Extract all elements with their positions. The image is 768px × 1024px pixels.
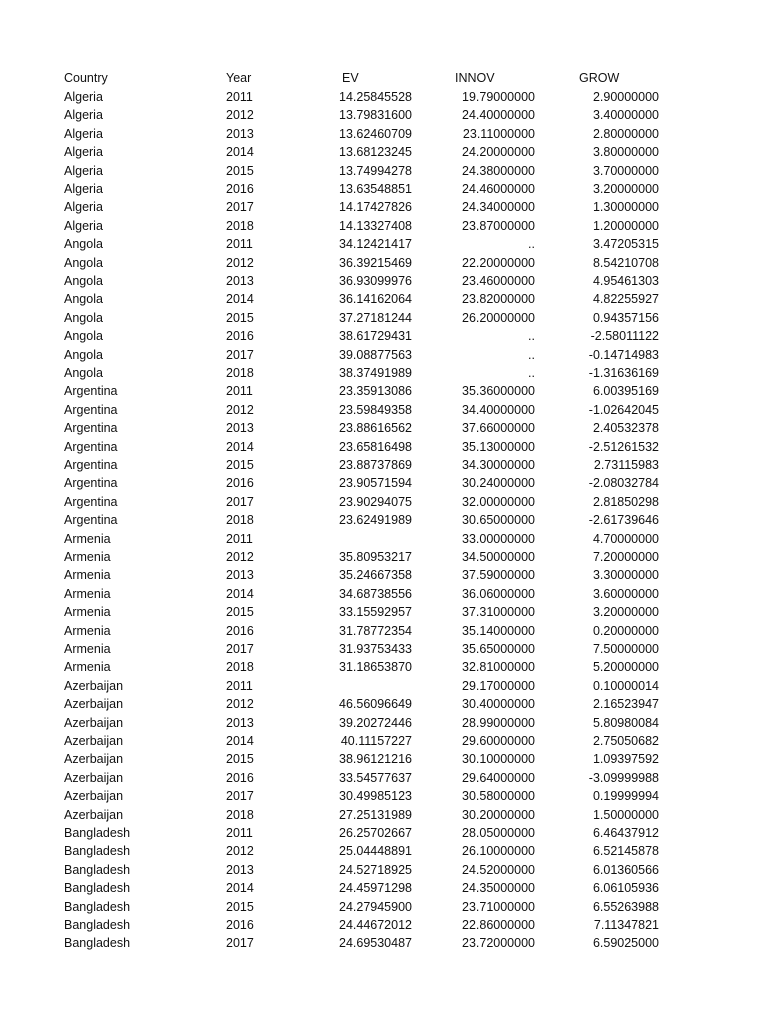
cell-innov: 30.24000000 [462,476,535,491]
table-row [0,198,768,216]
table-row [0,622,768,640]
cell-country: Angola [64,255,103,270]
table-row [0,714,768,732]
cell-grow: 3.40000000 [592,108,659,123]
cell-grow: 0.19999994 [592,789,659,804]
cell-country: Argentina [64,513,118,528]
cell-ev: 26.25702667 [339,826,412,840]
cell-innov: 34.50000000 [462,550,535,564]
cell-innov: 35.65000000 [462,642,535,656]
table-row [0,861,768,879]
table-row [0,677,768,695]
cell-grow: 6.00395169 [592,384,659,399]
cell-ev: 13.68123245 [339,145,412,160]
cell-year: 2012 [226,550,254,564]
cell-country: Algeria [64,163,103,178]
cell-ev: 39.08877563 [339,347,412,362]
cell-ev: 23.90571594 [339,476,412,491]
cell-country: Argentina [64,439,118,454]
cell-country: Angola [64,274,103,288]
cell-year: 2011 [226,237,253,252]
cell-ev: 36.93099976 [339,274,412,288]
table-row [0,493,768,511]
cell-ev: 24.44672012 [339,918,412,932]
table-row [0,842,768,860]
cell-ev: 33.54577637 [339,770,412,785]
cell-ev: 31.18653870 [339,660,412,675]
cell-country: Algeria [64,126,103,141]
cell-year: 2016 [226,918,254,932]
cell-grow: 6.55263988 [592,899,659,914]
cell-innov: 23.11000000 [462,126,535,141]
cell-innov: 29.60000000 [462,734,535,748]
table-row [0,916,768,934]
cell-ev: 37.27181244 [339,310,412,325]
cell-year: 2013 [226,715,254,730]
cell-innov: 23.82000000 [462,292,535,307]
cell-ev: 38.61729431 [339,329,412,344]
cell-innov: 30.40000000 [462,697,535,712]
cell-ev: 35.80953217 [339,550,412,564]
cell-grow: 7.11347821 [593,918,659,932]
cell-ev: 33.15592957 [339,605,412,620]
table-row [0,235,768,253]
cell-ev: 27.25131989 [339,807,412,822]
cell-grow: 3.20000000 [592,182,659,196]
cell-innov: 36.06000000 [462,586,535,601]
cell-country: Azerbaijan [64,734,124,748]
cell-year: 2015 [226,605,254,620]
cell-grow: 1.30000000 [592,200,659,215]
cell-year: 2013 [226,421,254,436]
cell-year: 2018 [226,513,254,528]
cell-year: 2016 [226,182,254,196]
cell-country: Azerbaijan [64,807,124,822]
table-row [0,88,768,106]
cell-ev: 36.14162064 [339,292,412,307]
table-row [0,290,768,308]
cell-year: 2017 [226,642,254,656]
cell-ev: 23.35913086 [339,384,412,399]
cell-innov: 34.30000000 [462,458,535,472]
cell-year: 2012 [226,402,254,417]
cell-ev: 13.62460709 [339,126,412,141]
cell-ev: 13.63548851 [339,182,412,196]
cell-country: Bangladesh [64,918,131,932]
cell-innov: 32.81000000 [462,660,535,675]
cell-innov: 23.46000000 [462,274,535,288]
cell-year: 2016 [226,770,254,785]
cell-country: Argentina [64,384,118,399]
cell-grow: 3.20000000 [592,605,659,620]
cell-ev: 23.90294075 [339,494,412,509]
cell-country: Angola [64,347,103,362]
table-row [0,327,768,345]
table-row [0,254,768,272]
cell-year: 2017 [226,789,254,804]
cell-country: Bangladesh [64,826,131,840]
table-row [0,769,768,787]
cell-innov: 35.14000000 [462,623,535,638]
cell-innov: 24.52000000 [462,862,535,877]
cell-innov: .. [528,366,535,380]
cell-innov: 30.10000000 [462,752,535,767]
cell-innov: 28.05000000 [462,826,535,840]
table-row [0,879,768,897]
cell-year: 2017 [226,200,254,215]
cell-country: Algeria [64,182,103,196]
cell-innov: 22.20000000 [462,255,535,270]
cell-ev: 31.78772354 [339,623,412,638]
cell-year: 2018 [226,366,254,380]
cell-grow: 4.95461303 [592,274,659,288]
table-row [0,474,768,492]
cell-ev: 24.69530487 [339,936,412,951]
cell-country: Armenia [64,660,111,675]
cell-country: Armenia [64,605,111,620]
cell-innov: 24.34000000 [462,200,535,215]
cell-innov: 30.65000000 [462,513,535,528]
cell-year: 2011 [226,384,253,399]
cell-innov: 23.71000000 [462,899,535,914]
cell-year: 2017 [226,347,254,362]
cell-year: 2012 [226,255,254,270]
cell-grow: 3.30000000 [592,568,659,583]
table-row [0,309,768,327]
cell-country: Argentina [64,476,118,491]
table-row [0,898,768,916]
cell-country: Azerbaijan [64,697,124,712]
cell-ev: 40.11157227 [340,734,412,748]
cell-ev: 13.74994278 [339,163,412,178]
cell-country: Argentina [64,421,118,436]
cell-grow: 6.01360566 [592,862,659,877]
cell-country: Azerbaijan [64,789,124,804]
cell-grow: 1.50000000 [592,807,659,822]
cell-country: Armenia [64,531,111,546]
cell-grow: 0.10000014 [592,678,659,693]
cell-grow: 3.70000000 [592,163,659,178]
cell-grow: -0.14714983 [588,347,659,362]
cell-ev: 24.27945900 [339,899,412,914]
cell-innov: 23.72000000 [462,936,535,951]
cell-country: Algeria [64,218,103,233]
cell-innov: 34.40000000 [462,402,535,417]
cell-grow: 2.40532378 [592,421,659,436]
cell-country: Azerbaijan [64,770,124,785]
table-row [0,382,768,400]
cell-ev: 13.79831600 [339,108,412,123]
table-row [0,106,768,124]
table-row [0,272,768,290]
table-row [0,603,768,621]
cell-country: Angola [64,329,103,344]
cell-ev: 39.20272446 [339,715,412,730]
cell-year: 2013 [226,568,254,583]
cell-grow: -2.51261532 [588,439,659,454]
cell-ev: 14.17427826 [339,200,412,215]
table-row [0,787,768,805]
cell-ev: 31.93753433 [339,642,412,656]
cell-country: Armenia [64,586,111,601]
header-innov: INNOV [455,71,495,85]
table-row [0,180,768,198]
cell-innov: 30.20000000 [462,807,535,822]
cell-innov: 24.20000000 [462,145,535,160]
cell-ev: 25.04448891 [339,844,412,859]
cell-ev: 23.59849358 [339,402,412,417]
table-row [0,456,768,474]
table-row [0,658,768,676]
cell-country: Azerbaijan [64,752,124,767]
table-row [0,548,768,566]
cell-year: 2011 [226,90,253,104]
cell-country: Algeria [64,108,103,123]
table-row [0,934,768,952]
cell-innov: 37.59000000 [462,568,535,583]
table-row [0,750,768,768]
cell-year: 2016 [226,476,254,491]
cell-grow: 3.47205315 [592,237,659,252]
cell-year: 2016 [226,329,254,344]
cell-innov: 37.66000000 [462,421,535,436]
cell-innov: 35.13000000 [462,439,535,454]
cell-year: 2015 [226,310,254,325]
cell-country: Angola [64,292,103,307]
cell-year: 2014 [226,145,254,160]
cell-country: Armenia [64,623,111,638]
cell-year: 2014 [226,881,254,896]
table-row [0,401,768,419]
table-row [0,346,768,364]
cell-innov: 32.00000000 [462,494,535,509]
cell-ev: 23.65816498 [339,439,412,454]
cell-country: Bangladesh [64,881,131,896]
cell-innov: 33.00000000 [462,531,535,546]
cell-grow: 4.70000000 [592,531,659,546]
cell-grow: 8.54210708 [592,255,659,270]
cell-grow: -1.02642045 [588,402,659,417]
cell-year: 2011 [226,826,253,840]
cell-grow: -1.31636169 [588,366,659,380]
cell-year: 2014 [226,734,254,748]
cell-year: 2012 [226,844,254,859]
cell-innov: .. [528,329,535,344]
cell-ev: 38.96121216 [339,752,412,767]
cell-country: Bangladesh [64,936,131,951]
table-row [0,511,768,529]
cell-grow: 2.81850298 [592,494,659,509]
cell-ev: 46.56096649 [339,697,412,712]
cell-grow: 7.20000000 [592,550,659,564]
header-ev: EV [342,71,359,85]
cell-innov: 24.35000000 [462,881,535,896]
cell-innov: 29.64000000 [462,770,535,785]
cell-country: Argentina [64,402,118,417]
cell-country: Angola [64,237,103,252]
cell-ev: 23.88737869 [339,458,412,472]
table-row [0,824,768,842]
cell-country: Angola [64,310,103,325]
cell-ev: 24.45971298 [339,881,412,896]
cell-ev: 23.62491989 [339,513,412,528]
cell-year: 2015 [226,458,254,472]
cell-grow: 6.06105936 [592,881,659,896]
cell-ev: 34.68738556 [339,586,412,601]
table-row [0,806,768,824]
cell-country: Algeria [64,145,103,160]
cell-year: 2015 [226,899,254,914]
cell-year: 2013 [226,862,254,877]
cell-ev: 38.37491989 [339,366,412,380]
cell-grow: -2.58011122 [590,329,659,344]
cell-innov: 30.58000000 [462,789,535,804]
cell-innov: 22.86000000 [462,918,535,932]
table-row [0,438,768,456]
cell-innov: 26.10000000 [462,844,535,859]
header-grow: GROW [579,71,620,85]
cell-ev: 14.13327408 [339,218,412,233]
header-country: Country [64,71,108,85]
cell-grow: 6.52145878 [592,844,659,859]
cell-grow: 0.20000000 [592,623,659,638]
cell-year: 2013 [226,126,254,141]
cell-country: Angola [64,366,103,380]
table-row [0,640,768,658]
cell-country: Armenia [64,550,111,564]
cell-innov: .. [528,237,535,252]
cell-grow: -2.61739646 [588,513,659,528]
cell-ev: 34.12421417 [339,237,412,252]
cell-grow: 1.20000000 [592,218,659,233]
cell-year: 2011 [226,531,253,546]
cell-year: 2012 [226,697,254,712]
cell-country: Bangladesh [64,862,131,877]
cell-country: Algeria [64,90,103,104]
cell-innov: 24.38000000 [462,163,535,178]
cell-grow: 1.09397592 [592,752,659,767]
cell-year: 2011 [226,678,253,693]
cell-innov: 23.87000000 [462,218,535,233]
cell-grow: 7.50000000 [592,642,659,656]
cell-grow: -2.08032784 [588,476,659,491]
cell-grow: 5.80980084 [592,715,659,730]
cell-grow: 0.94357156 [592,310,659,325]
table-row [0,419,768,437]
cell-country: Armenia [64,642,111,656]
cell-year: 2013 [226,274,254,288]
cell-grow: 6.59025000 [592,936,659,951]
cell-grow: 2.16523947 [592,697,659,712]
cell-grow: -3.09999988 [588,770,659,785]
cell-country: Argentina [64,494,118,509]
table-row [0,732,768,750]
table-row [0,530,768,548]
cell-country: Azerbaijan [64,715,124,730]
table-row [0,566,768,584]
table-row [0,162,768,180]
cell-grow: 3.80000000 [592,145,659,160]
cell-grow: 2.90000000 [592,90,659,104]
cell-innov: 19.79000000 [462,90,535,104]
cell-year: 2014 [226,586,254,601]
cell-year: 2017 [226,936,254,951]
cell-grow: 2.73115983 [593,458,659,472]
cell-year: 2018 [226,660,254,675]
cell-innov: 24.46000000 [462,182,535,196]
cell-innov: .. [528,347,535,362]
cell-country: Algeria [64,200,103,215]
table-row [0,143,768,161]
cell-year: 2018 [226,218,254,233]
cell-grow: 2.75050682 [592,734,659,748]
cell-grow: 4.82255927 [592,292,659,307]
cell-year: 2014 [226,439,254,454]
cell-country: Argentina [64,458,118,472]
cell-innov: 29.17000000 [462,678,535,693]
cell-innov: 24.40000000 [462,108,535,123]
table-row [0,364,768,382]
cell-year: 2015 [226,752,254,767]
table-row [0,217,768,235]
cell-ev: 36.39215469 [339,255,412,270]
cell-grow: 3.60000000 [592,586,659,601]
cell-year: 2015 [226,163,254,178]
cell-grow: 6.46437912 [592,826,659,840]
cell-ev: 24.52718925 [339,862,412,877]
cell-year: 2016 [226,623,254,638]
cell-country: Armenia [64,568,111,583]
cell-year: 2017 [226,494,254,509]
table-row [0,125,768,143]
cell-year: 2012 [226,108,254,123]
cell-innov: 35.36000000 [462,384,535,399]
cell-country: Bangladesh [64,899,131,914]
table-row [0,585,768,603]
cell-year: 2018 [226,807,254,822]
cell-ev: 30.49985123 [339,789,412,804]
header-year: Year [226,71,252,85]
cell-ev: 14.25845528 [339,90,412,104]
header-row [0,69,768,87]
cell-innov: 26.20000000 [462,310,535,325]
table-row [0,695,768,713]
cell-innov: 28.99000000 [462,715,535,730]
cell-grow: 5.20000000 [592,660,659,675]
cell-ev: 23.88616562 [339,421,412,436]
cell-ev: 35.24667358 [339,568,412,583]
cell-year: 2014 [226,292,254,307]
cell-country: Bangladesh [64,844,131,859]
cell-country: Azerbaijan [64,678,124,693]
cell-grow: 2.80000000 [592,126,659,141]
cell-innov: 37.31000000 [462,605,535,620]
